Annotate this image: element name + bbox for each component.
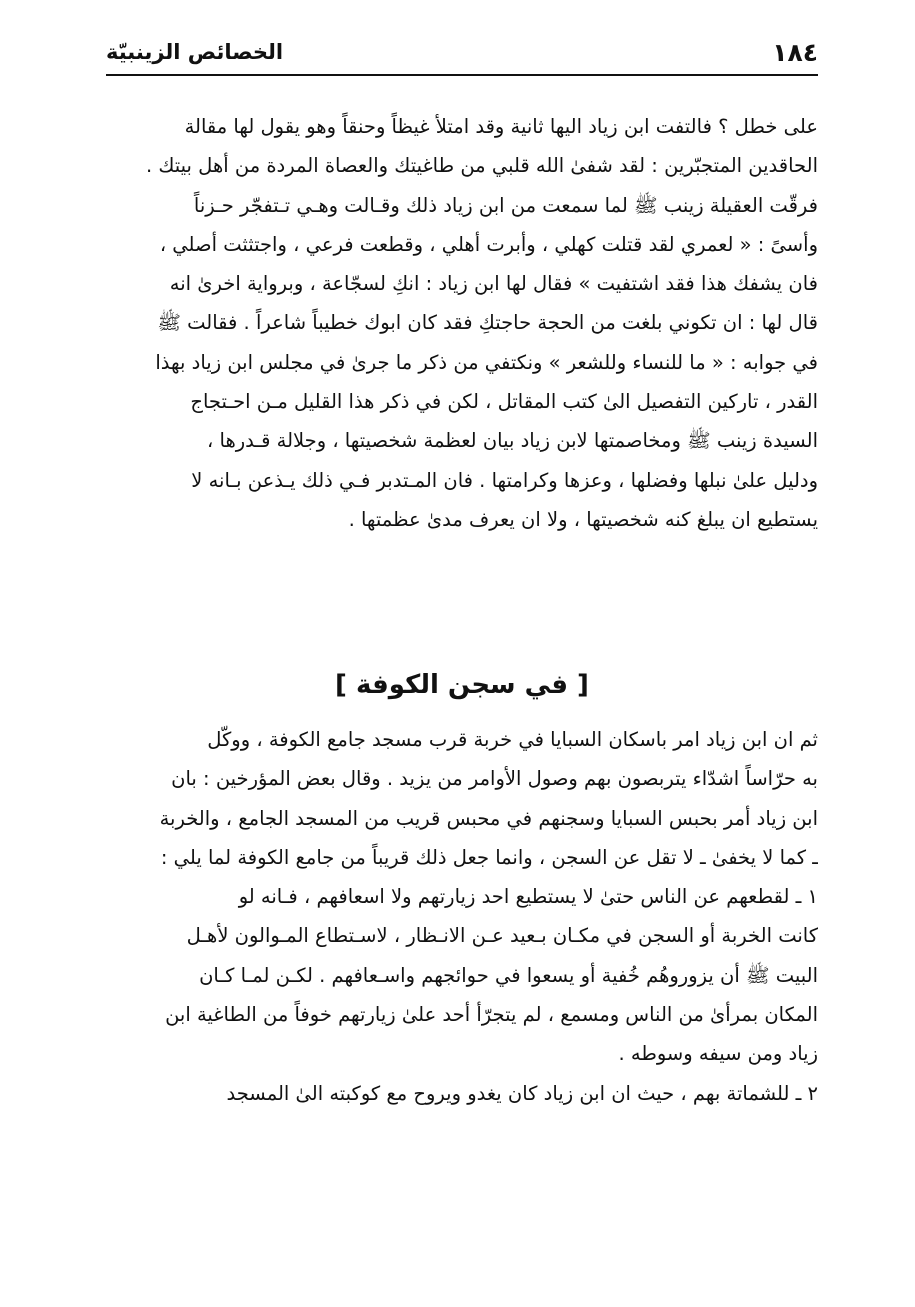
text-line: السيدة زينب ﷺ ومخاصمتها لابن زياد بيان لعظمة شخصيتها ، وجلالة قـدرها ، — [207, 429, 818, 453]
text-line: ١ ـ لقطعهم عن الناس حتىٰ لا يستطيع احد زيارتهم ولا اسعافهم ، فـانه لو — [238, 885, 818, 909]
section-heading: [ في سجن الكوفة ] — [335, 670, 589, 700]
text-line: قال لها : ان تكوني بلغت من الحجة حاجتكِ فقد كان ابوك خطيباً شاعراً . فقالت ﷺ — [157, 311, 818, 335]
text-line: في جوابه : « ما للنساء وللشعر » ونكتفي من ذكر ما جرىٰ في مجلس ابن زياد بهذا — [155, 350, 818, 374]
text-line: ٢ ـ للشماتة بهم ، حيث ان ابن زياد كان يغدو ويروح مع كوكبته الىٰ المسجد — [226, 1081, 818, 1105]
page-number: ١٨٤ — [772, 37, 818, 67]
text-line: القدر ، تاركين التفصيل الىٰ كتب المقاتل ، لكن في ذكر هذا القليل مـن احـتجاج — [190, 390, 818, 414]
text-line: الحاقدين المتجبّرين : لقد شفىٰ الله قلبي من طاغيتك والعصاة المردة من أهل بيتك . — [145, 154, 818, 178]
text-line: ابن زياد أمر بحبس السبايا وسجنهم في محبس قريب من المسجد الجامع ، والخربة — [159, 806, 818, 830]
text-line: ودليل علىٰ نبلها وفضلها ، وعزها وكرامتها . فان المـتدبر فـي ذلك يـذعن بـانه لا — [191, 468, 818, 492]
text-line: زياد ومن سيفه وسوطه . — [618, 1042, 818, 1066]
text-line: ثم ان ابن زياد امر باسكان السبايا في خربة قرب مسجد جامع الكوفة ، ووكّل — [207, 728, 818, 751]
text-line: وأسىً : « لعمري لقد قتلت كهلي ، وأبرت أهلي ، وقطعت فرعي ، واجتثثت أصلي ، — [159, 232, 818, 256]
header-rule — [106, 74, 818, 76]
text-line: على خطل ؟ فالتفت ابن زياد اليها ثانية وقد امتلأ غيظاً وحنقاً وهو يقول لها مقالة — [184, 115, 818, 138]
running-title: الخصائص الزينبيّة — [106, 40, 284, 64]
text-line: المكان بمرأىٰ من الناس ومسمع ، لم يتجرّأ أحد علىٰ زيارتهم خوفاً من الطاغية ابن — [165, 1003, 818, 1027]
text-line: كانت الخربة أو السجن في مكـان بـعيد عـن الانـظار ، لاسـتطاع المـوالون لأهـل — [186, 924, 818, 948]
paragraph-kufa-prison — [106, 720, 818, 1113]
paragraph-ibn-ziyad-dialogue — [106, 107, 818, 539]
text-line: يستطيع ان يبلغ كنه شخصيتها ، ولا ان يعرف مدىٰ عظمتها . — [348, 507, 818, 531]
text-line: ـ كما لا يخفىٰ ـ لا تقل عن السجن ، وانما جعل ذلك قريباً من جامع الكوفة لما يلي : — [160, 845, 818, 869]
page-header — [106, 30, 818, 74]
text-line: فان يشفك هذا فقد اشتفيت » فقال لها ابن زياد : انكِ لسجّاعة ، وبرواية اخرىٰ انه — [169, 272, 818, 296]
text-line: به حرّاساً اشدّاء يتربصون بهم وصول الأوامر من يزيد . وقال بعض المؤرخين : بان — [171, 767, 818, 791]
text-line: فرقّت العقيلة زينب ﷺ لما سمعت من ابن زياد ذلك وقـالت وهـي تـتفجّر حـزناً — [193, 193, 818, 217]
text-line: البيت ﷺ أن يزوروهُم خُفية أو يسعوا في حوائجهم واسـعافهم . لكـن لمـا كـان — [199, 963, 818, 987]
